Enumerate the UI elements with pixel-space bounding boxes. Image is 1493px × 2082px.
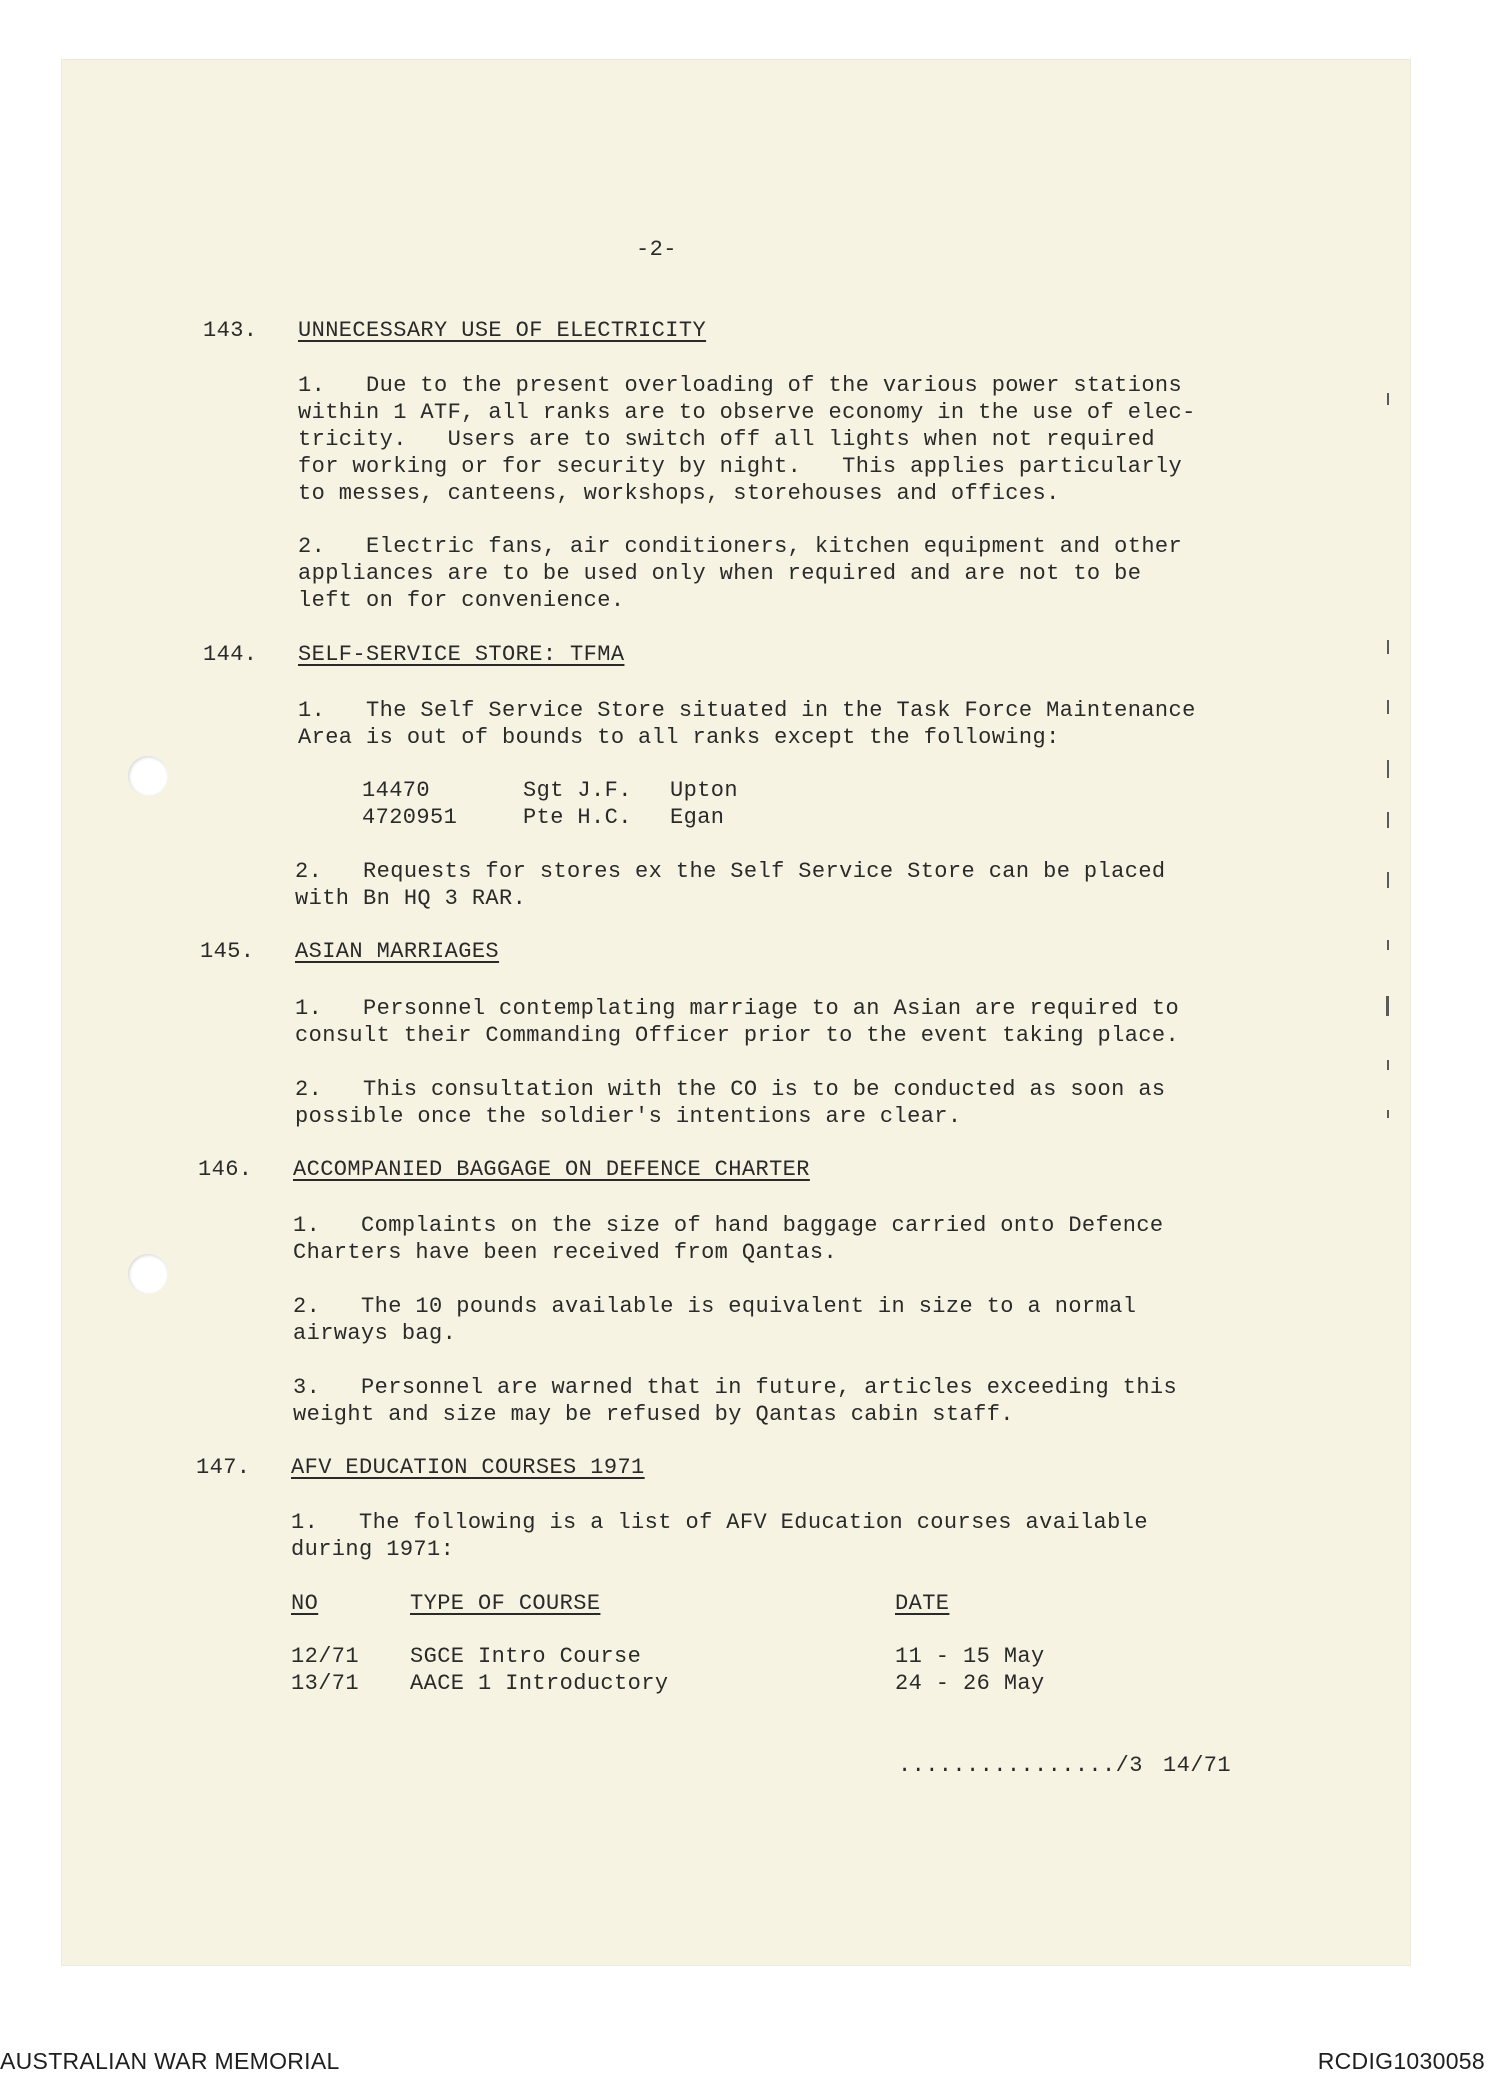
paragraph-line: during 1971:	[291, 1537, 455, 1562]
section-number: 145.	[200, 939, 255, 964]
paragraph-line: appliances are to be used only when required and are not to be	[298, 561, 1142, 586]
section-number: 146.	[198, 1157, 253, 1182]
paragraph-line: within 1 ATF, all ranks are to observe economy in the use of elec-	[298, 400, 1196, 425]
paragraph-line: 3. Personnel are warned that in future, articles exceeding this	[293, 1375, 1178, 1400]
paragraph-line: to messes, canteens, workshops, storehouses and offices.	[298, 481, 1060, 506]
section-heading: ASIAN MARRIAGES	[295, 939, 500, 964]
paragraph-line: Area is out of bounds to all ranks except the following:	[298, 725, 1060, 750]
course-no: 13/71	[291, 1671, 360, 1696]
paragraph-line: 2. The 10 pounds available is equivalent in size to a normal	[293, 1294, 1137, 1319]
edge-mark	[1387, 700, 1389, 714]
footer-institution: AUSTRALIAN WAR MEMORIAL	[0, 2048, 340, 2074]
footer-record-id: RCDIG1030058	[1317, 2048, 1485, 2074]
personnel-rank: Sgt J.F.	[523, 778, 632, 803]
edge-mark	[1387, 1060, 1389, 1070]
issue-number: 14/71	[1163, 1753, 1232, 1778]
paragraph-line: 1. The Self Service Store situated in the Task Force Maintenance	[298, 698, 1196, 723]
edge-mark	[1387, 760, 1389, 778]
personnel-rank: Pte H.C.	[523, 805, 632, 830]
paragraph-line: 1. Complaints on the size of hand baggage carried onto Defence	[293, 1213, 1164, 1238]
course-header-no: NO	[291, 1591, 319, 1616]
personnel-number: 14470	[362, 778, 431, 803]
edge-mark	[1387, 1110, 1389, 1118]
personnel-name: Upton	[670, 778, 739, 803]
section-number: 147.	[196, 1455, 251, 1480]
paragraph-line: 1. Personnel contemplating marriage to an Asian are required to	[295, 996, 1180, 1021]
paragraph-line: consult their Commanding Officer prior to the event taking place.	[295, 1023, 1180, 1048]
paragraph-line: left on for convenience.	[298, 588, 625, 613]
continuation-marker: ................/3	[898, 1753, 1143, 1778]
section-heading: AFV EDUCATION COURSES 1971	[291, 1455, 645, 1480]
course-header-date: DATE	[895, 1591, 950, 1616]
edge-mark	[1387, 812, 1389, 828]
course-header-type: TYPE OF COURSE	[410, 1591, 601, 1616]
course-type: AACE 1 Introductory	[410, 1671, 669, 1696]
edge-mark	[1387, 872, 1389, 888]
paragraph-line: 2. Electric fans, air conditioners, kitchen equipment and other	[298, 534, 1183, 559]
section-heading: SELF-SERVICE STORE: TFMA	[298, 642, 625, 667]
edge-mark	[1387, 393, 1389, 405]
course-no: 12/71	[291, 1644, 360, 1669]
paragraph-line: weight and size may be refused by Qantas cabin staff.	[293, 1402, 1014, 1427]
course-date: 24 - 26 May	[895, 1671, 1045, 1696]
paragraph-line: possible once the soldier's intentions are clear.	[295, 1104, 962, 1129]
paragraph-line: airways bag.	[293, 1321, 457, 1346]
paragraph-line: 1. The following is a list of AFV Education courses available	[291, 1510, 1148, 1535]
course-date: 11 - 15 May	[895, 1644, 1045, 1669]
section-number: 144.	[203, 642, 258, 667]
course-type: SGCE Intro Course	[410, 1644, 642, 1669]
section-heading: UNNECESSARY USE OF ELECTRICITY	[298, 318, 707, 343]
page-number: -2-	[636, 237, 677, 262]
section-number: 143.	[203, 318, 258, 343]
personnel-name: Egan	[670, 805, 725, 830]
punch-hole-bottom	[128, 1254, 168, 1294]
personnel-number: 4720951	[362, 805, 458, 830]
punch-hole-top	[128, 756, 168, 796]
edge-mark	[1387, 640, 1389, 654]
paragraph-line: for working or for security by night. This applies particularly	[298, 454, 1183, 479]
paragraph-line: 2. This consultation with the CO is to be conducted as soon as	[295, 1077, 1166, 1102]
paragraph-line: tricity. Users are to switch off all lights when not required	[298, 427, 1155, 452]
paragraph-line: 2. Requests for stores ex the Self Service Store can be placed	[295, 859, 1166, 884]
paragraph-line: Charters have been received from Qantas.	[293, 1240, 838, 1265]
paragraph-line: 1. Due to the present overloading of the various power stations	[298, 373, 1183, 398]
paragraph-line: with Bn HQ 3 RAR.	[295, 886, 527, 911]
section-heading: ACCOMPANIED BAGGAGE ON DEFENCE CHARTER	[293, 1157, 810, 1182]
edge-mark	[1387, 940, 1389, 950]
edge-mark	[1386, 996, 1389, 1016]
